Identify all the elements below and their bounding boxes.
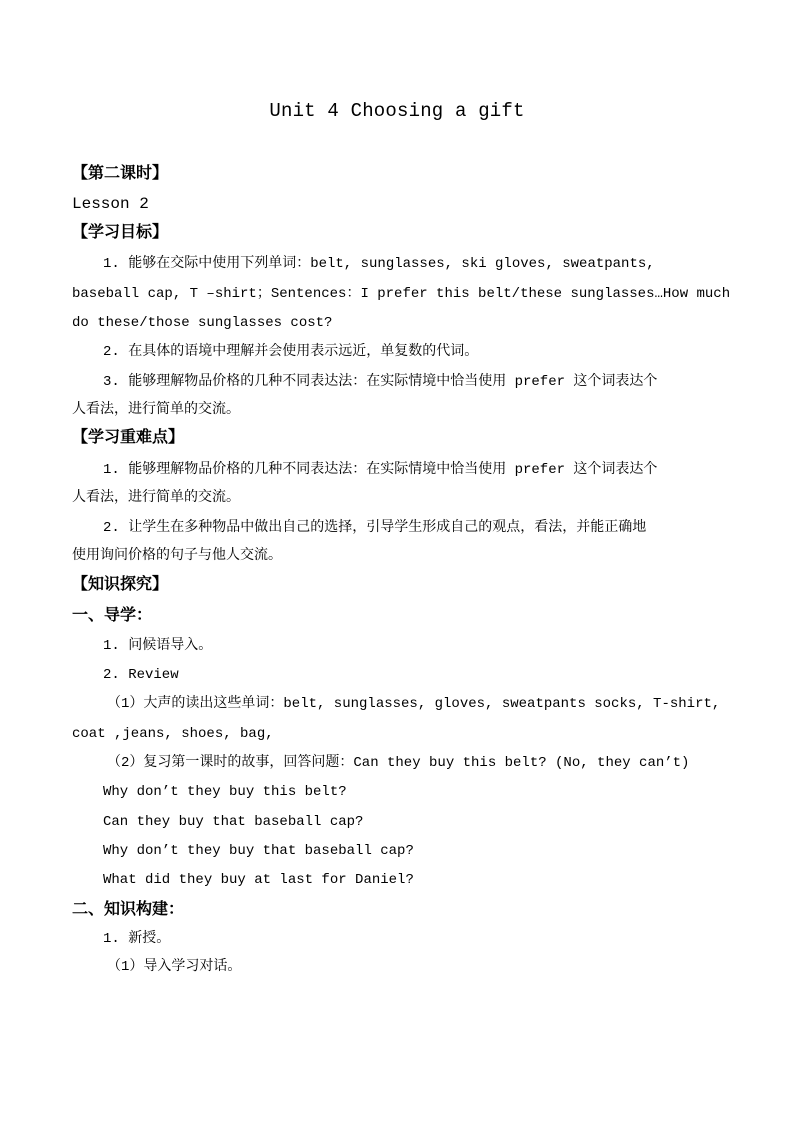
key-point-line: 1. 能够理解物品价格的几种不同表达法：在实际情境中恰当使用 prefer 这个词表达个 <box>103 462 658 478</box>
lesson-label: Lesson 2 <box>72 195 149 213</box>
section-heading-explore: 【知识探究】 <box>72 574 169 593</box>
goal-line: 3. 能够理解物品价格的几种不同表达法：在实际情境中恰当使用 prefer 这个词表达个 <box>103 374 658 390</box>
key-point-line: 使用询问价格的句子与他人交流。 <box>72 548 282 564</box>
section-heading-goals: 【学习目标】 <box>72 222 169 241</box>
part1-line: （2）复习第一课时的故事，回答问题：Can they buy this belt? (No, they can’t) <box>107 755 690 771</box>
part1-line: Why don’t they buy that baseball cap? <box>103 843 414 859</box>
part1-line: What did they buy at last for Daniel? <box>103 872 414 888</box>
goal-line: 1. 能够在交际中使用下列单词：belt, sunglasses, ski gloves, sweatpants, <box>103 256 655 272</box>
document-title: Unit 4 Choosing a gift <box>269 100 525 122</box>
part1-line: 1. 问候语导入。 <box>103 638 213 654</box>
key-point-line: 2. 让学生在多种物品中做出自己的选择，引导学生形成自己的观点，看法，并能正确地 <box>103 520 647 536</box>
goal-line: 人看法，进行简单的交流。 <box>72 402 240 418</box>
goal-line: baseball cap, T –shirt；Sentences：I prefer this belt/these sunglasses…How much <box>72 286 731 302</box>
part1-line: Why don’t they buy this belt? <box>103 784 347 800</box>
part2-line: （1）导入学习对话。 <box>107 959 242 975</box>
part1-line: 2. Review <box>103 667 179 683</box>
part1-line: coat ,jeans, shoes, bag, <box>72 726 274 742</box>
part1-line: （1）大声的读出这些单词：belt, sunglasses, gloves, sweatpants socks, T-shirt, <box>107 696 721 712</box>
part2-line: 1. 新授。 <box>103 931 171 947</box>
goal-line: do these/those sunglasses cost? <box>72 315 333 331</box>
key-point-line: 人看法，进行简单的交流。 <box>72 490 240 506</box>
part2-heading: 二、知识构建： <box>72 899 185 918</box>
part1-heading: 一、导学： <box>72 605 153 624</box>
part1-line: Can they buy that baseball cap? <box>103 814 364 830</box>
goal-line: 2. 在具体的语境中理解并会使用表示远近，单复数的代词。 <box>103 344 479 360</box>
section-heading-period: 【第二课时】 <box>72 163 169 182</box>
section-heading-key-points: 【学习重难点】 <box>72 427 185 446</box>
